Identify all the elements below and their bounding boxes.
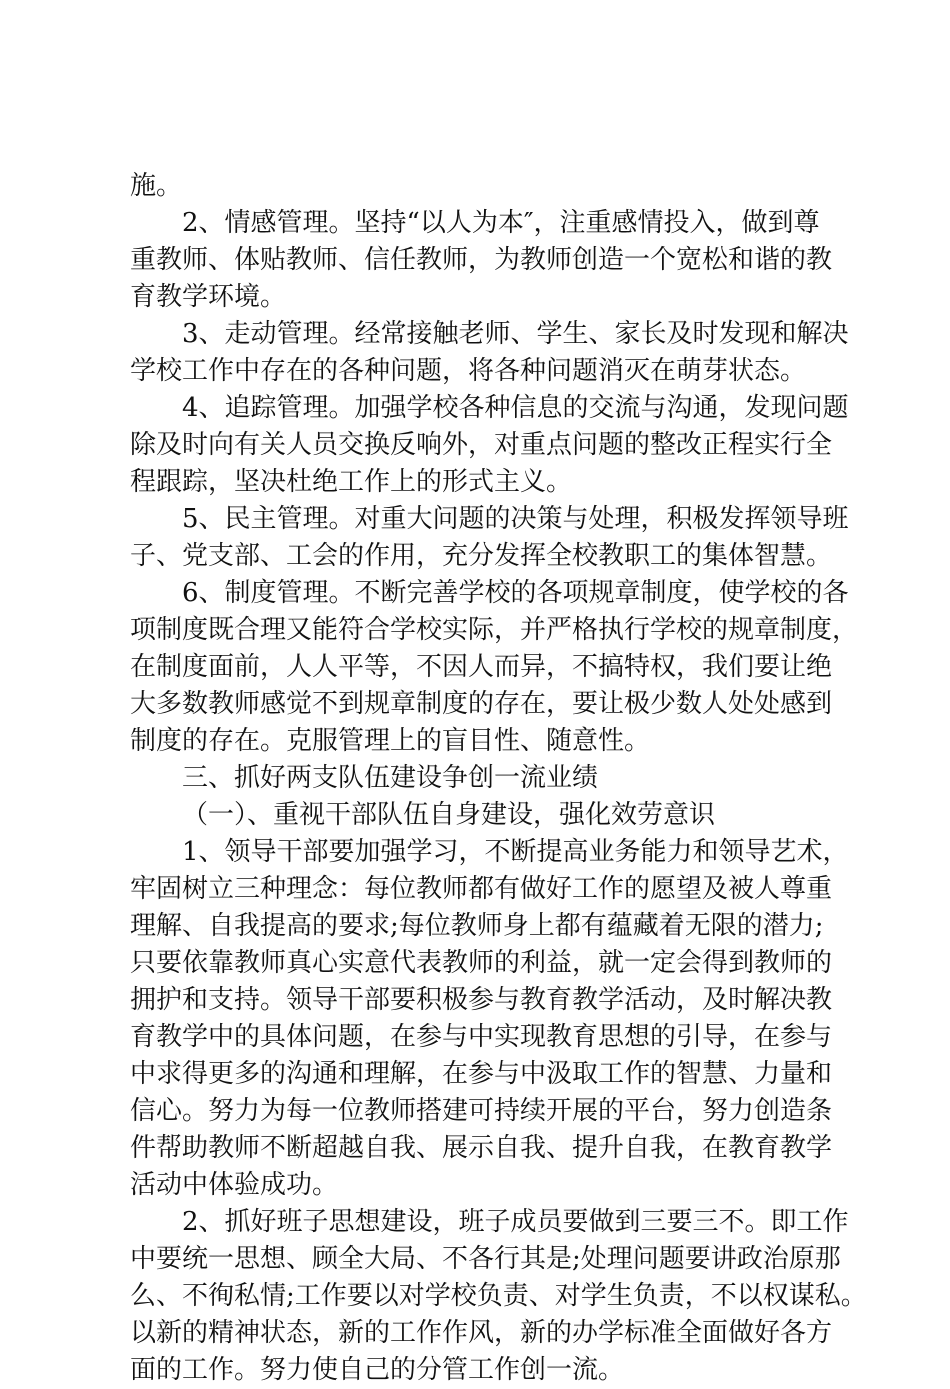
text-line: 6、制度管理。不断完善学校的各项规章制度，使学校的各 (182, 578, 849, 608)
text-line: 重教师、体贴教师、信任教师，为教师创造一个宽松和谐的教 (130, 245, 833, 275)
text-line: 程跟踪，坚决杜绝工作上的形式主义。 (130, 467, 573, 497)
text-line: 中要统一思想、顾全大局、不各行其是;处理问题要讲政治原那 (130, 1244, 841, 1274)
text-line: 2、抓好班子思想建设，班子成员要做到三要三不。即工作 (182, 1207, 849, 1237)
text-line: 5、民主管理。对重大问题的决策与处理，积极发挥领导班 (182, 504, 849, 534)
text-line: 子、党支部、工会的作用，充分发挥全校教职工的集体智慧。 (130, 541, 833, 571)
text-line: 学校工作中存在的各种问题，将各种问题消灭在萌芽状态。 (130, 356, 807, 386)
text-line: 大多数教师感觉不到规章制度的存在，要让极少数人处处感到 (130, 689, 833, 719)
text-line: 1、领导干部要加强学习，不断提高业务能力和领导艺术， (182, 837, 849, 867)
text-line: 面的工作。努力使自己的分管工作创一流。 (130, 1355, 625, 1385)
text-line: 以新的精神状态，新的工作作风，新的办学标准全面做好各方 (130, 1318, 833, 1348)
text-line: 项制度既合理又能符合学校实际，并严格执行学校的规章制度， (130, 615, 859, 645)
text-line: 在制度面前，人人平等，不因人而异，不搞特权，我们要让绝 (130, 652, 833, 682)
text-line: 么、不徇私情;工作要以对学校负责、对学生负责，不以权谋私。 (130, 1281, 867, 1311)
text-line: 4、追踪管理。加强学校各种信息的交流与沟通，发现问题 (182, 393, 849, 423)
text-line: 牢固树立三种理念：每位教师都有做好工作的愿望及被人尊重 (130, 874, 833, 904)
text-line: 只要依靠教师真心实意代表教师的利益，就一定会得到教师的 (130, 948, 833, 978)
text-line: 施。 (130, 171, 183, 201)
text-line: 三、抓好两支队伍建设争创一流业绩 (182, 763, 599, 793)
text-line: 中求得更多的沟通和理解，在参与中汲取工作的智慧、力量和 (130, 1059, 833, 1089)
text-line: 制度的存在。克服管理上的盲目性、随意性。 (130, 726, 651, 756)
text-line: 信心。努力为每一位教师搭建可持续开展的平台，努力创造条 (130, 1096, 833, 1126)
document-page (130, 168, 867, 1389)
text-line: （一）、重视干部队伍自身建设，强化效劳意识 (182, 800, 716, 830)
text-line: 育教学环境。 (130, 282, 287, 312)
text-line: 理解、自我提高的要求;每位教师身上都有蕴藏着无限的潜力; (130, 911, 824, 941)
text-line: 活动中体验成功。 (130, 1170, 339, 1200)
text-line: 件帮助教师不断超越自我、展示自我、提升自我，在教育教学 (130, 1133, 833, 1163)
text-line: 育教学中的具体问题，在参与中实现教育思想的引导，在参与 (130, 1022, 833, 1052)
text-line: 2、情感管理。坚持“以人为本″，注重感情投入，做到尊 (182, 208, 820, 238)
text-line: 除及时向有关人员交换反响外，对重点问题的整改正程实行全 (130, 430, 833, 460)
text-line: 3、走动管理。经常接触老师、学生、家长及时发现和解决 (182, 319, 849, 349)
text-line: 拥护和支持。领导干部要积极参与教育教学活动，及时解决教 (130, 985, 833, 1015)
